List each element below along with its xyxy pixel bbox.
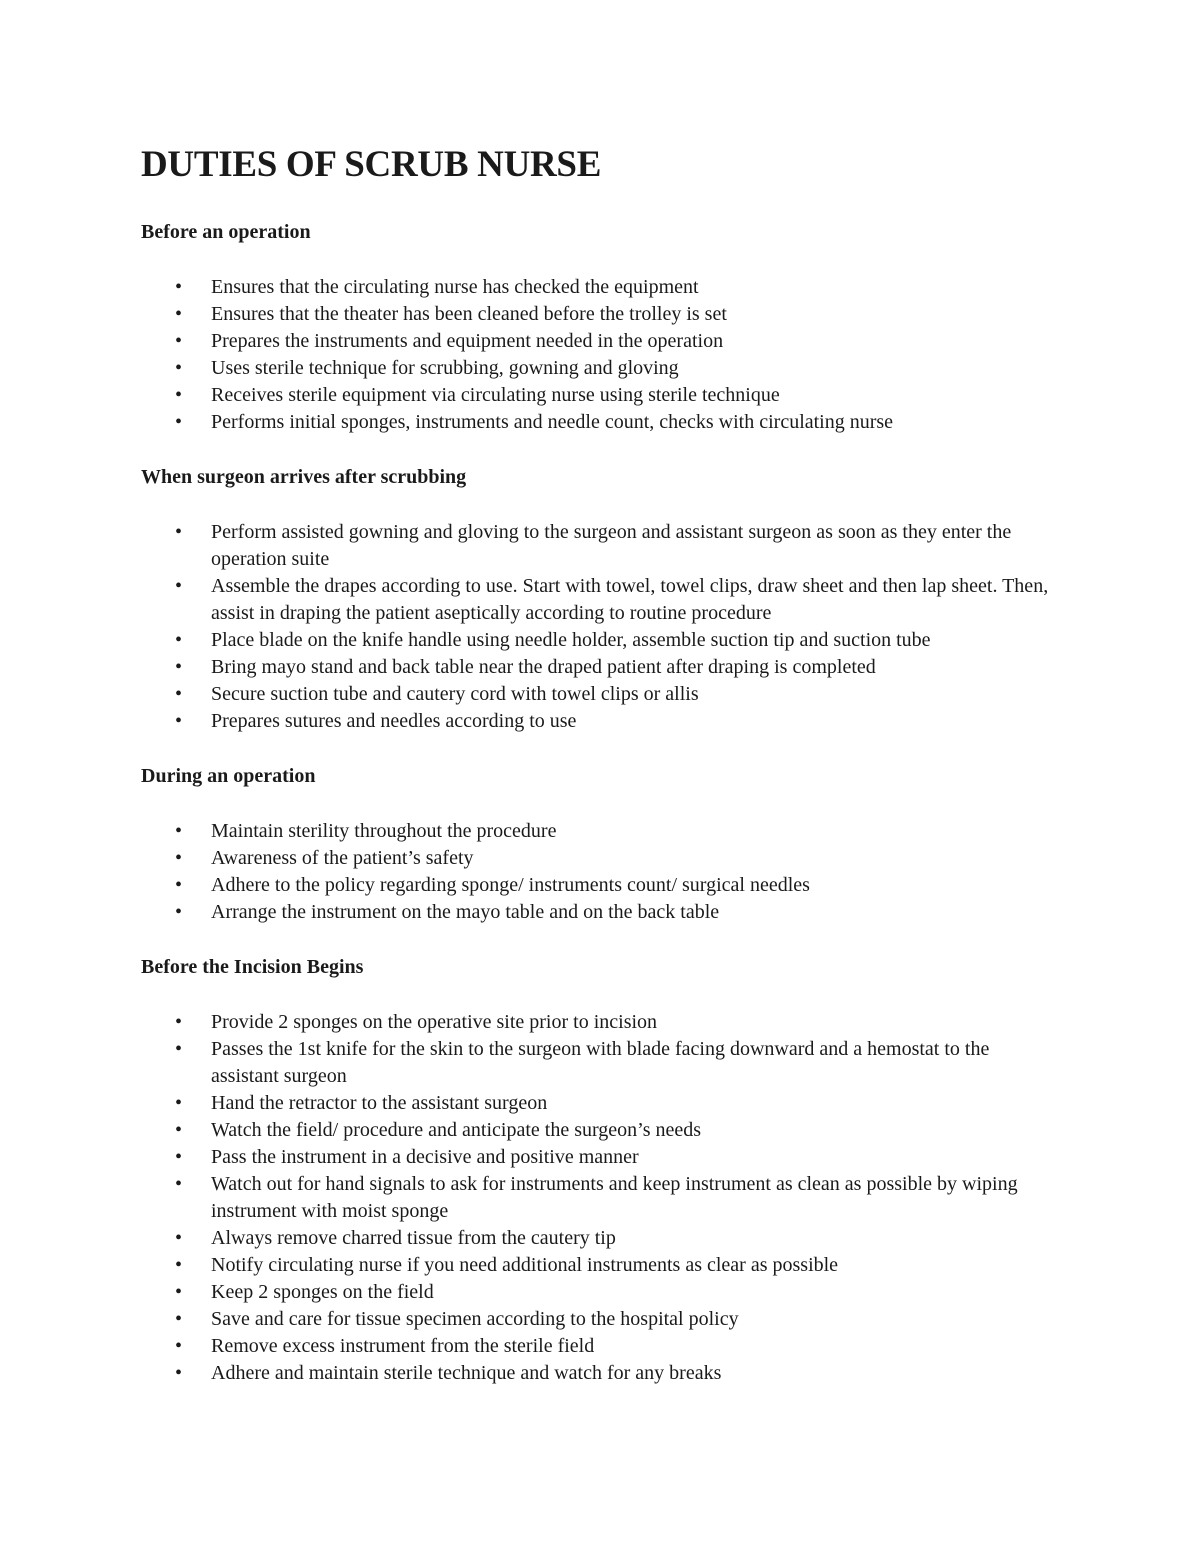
document-title: DUTIES OF SCRUB NURSE: [141, 144, 602, 185]
bullet-list: [141, 519, 1061, 735]
list-item: [141, 382, 1061, 409]
bullet-icon: •: [175, 330, 183, 352]
list-item: [141, 1306, 1061, 1333]
bullet-list: [141, 274, 1061, 436]
bullet-icon: •: [175, 820, 183, 842]
list-item-text: Adhere to the policy regarding sponge/ instruments count/ surgical needles: [211, 874, 810, 896]
bullet-icon: •: [175, 1146, 183, 1168]
section-heading: Before the Incision Begins: [141, 956, 364, 978]
list-item: [141, 301, 1061, 328]
list-item-text: Adhere and maintain sterile technique and watch for any breaks: [211, 1362, 722, 1384]
section-heading: During an operation: [141, 765, 316, 787]
list-item: [141, 818, 1061, 845]
list-item-text: Ensures that the circulating nurse has checked the equipment: [211, 276, 699, 298]
list-item: [141, 328, 1061, 355]
list-item-text: Provide 2 sponges on the operative site prior to incision: [211, 1011, 658, 1033]
list-item-text: Perform assisted gowning and gloving to the surgeon and assistant surgeon as soon as they enter the operation suite: [211, 521, 1012, 570]
section: [141, 763, 1061, 926]
bullet-icon: •: [175, 1362, 183, 1384]
list-item-text: Watch out for hand signals to ask for instruments and keep instrument as clean as possible by wiping instrument with moist sponge: [211, 1173, 1018, 1222]
bullet-icon: •: [175, 1308, 183, 1330]
list-item-text: Watch the field/ procedure and anticipate the surgeon’s needs: [211, 1119, 702, 1141]
bullet-icon: •: [175, 629, 183, 651]
bullet-icon: •: [175, 1092, 183, 1114]
list-item: [141, 708, 1061, 735]
list-item: [141, 1009, 1061, 1036]
bullet-icon: •: [175, 847, 183, 869]
list-item-text: Save and care for tissue specimen according to the hospital policy: [211, 1308, 739, 1330]
bullet-icon: •: [175, 384, 183, 406]
section-heading: Before an operation: [141, 221, 311, 243]
list-item: [141, 519, 1061, 573]
list-item: [141, 409, 1061, 436]
list-item-text: Keep 2 sponges on the field: [211, 1281, 434, 1303]
list-item: [141, 1333, 1061, 1360]
bullet-icon: •: [175, 710, 183, 732]
list-item-text: Prepares the instruments and equipment needed in the operation: [211, 330, 724, 352]
list-item-text: Awareness of the patient’s safety: [211, 847, 474, 869]
list-item: [141, 1036, 1061, 1090]
list-item: [141, 1360, 1061, 1387]
list-item: [141, 1171, 1061, 1225]
document-page: [141, 140, 1061, 1387]
document-body: [141, 219, 1061, 1387]
bullet-icon: •: [175, 1038, 183, 1060]
list-item: [141, 1117, 1061, 1144]
section: [141, 954, 1061, 1387]
list-item: [141, 1279, 1061, 1306]
bullet-icon: •: [175, 411, 183, 433]
list-item-text: Place blade on the knife handle using needle holder, assemble suction tip and suction tube: [211, 629, 931, 651]
list-item-text: Uses sterile technique for scrubbing, gowning and gloving: [211, 357, 679, 379]
section: [141, 219, 1061, 436]
list-item: [141, 845, 1061, 872]
list-item-text: Remove excess instrument from the sterile field: [211, 1335, 595, 1357]
bullet-list: [141, 1009, 1061, 1387]
list-item-text: Assemble the drapes according to use. Start with towel, towel clips, draw sheet and then lap sheet. Then, assist in draping the patient aseptically according to routine procedure: [211, 575, 1049, 624]
bullet-icon: •: [175, 1011, 183, 1033]
bullet-icon: •: [175, 683, 183, 705]
list-item-text: Notify circulating nurse if you need additional instruments as clear as possible: [211, 1254, 839, 1276]
bullet-icon: •: [175, 575, 183, 597]
list-item: [141, 627, 1061, 654]
list-item-text: Prepares sutures and needles according to use: [211, 710, 577, 732]
bullet-icon: •: [175, 1227, 183, 1249]
list-item-text: Performs initial sponges, instruments and needle count, checks with circulating nurse: [211, 411, 894, 433]
list-item-text: Always remove charred tissue from the cautery tip: [211, 1227, 616, 1249]
bullet-icon: •: [175, 521, 183, 543]
section-heading: When surgeon arrives after scrubbing: [141, 466, 467, 488]
list-item-text: Ensures that the theater has been cleaned before the trolley is set: [211, 303, 727, 325]
bullet-icon: •: [175, 276, 183, 298]
bullet-icon: •: [175, 656, 183, 678]
list-item-text: Hand the retractor to the assistant surgeon: [211, 1092, 548, 1114]
list-item-text: Arrange the instrument on the mayo table and on the back table: [211, 901, 720, 923]
bullet-icon: •: [175, 357, 183, 379]
bullet-icon: •: [175, 1173, 183, 1195]
bullet-list: [141, 818, 1061, 926]
list-item-text: Bring mayo stand and back table near the draped patient after draping is completed: [211, 656, 876, 678]
section: [141, 464, 1061, 735]
bullet-icon: •: [175, 1335, 183, 1357]
bullet-icon: •: [175, 1254, 183, 1276]
list-item: [141, 1252, 1061, 1279]
bullet-icon: •: [175, 874, 183, 896]
list-item: [141, 573, 1061, 627]
list-item: [141, 872, 1061, 899]
list-item-text: Secure suction tube and cautery cord with towel clips or allis: [211, 683, 699, 705]
list-item: [141, 1144, 1061, 1171]
bullet-icon: •: [175, 1281, 183, 1303]
list-item: [141, 355, 1061, 382]
list-item: [141, 899, 1061, 926]
list-item: [141, 654, 1061, 681]
list-item-text: Passes the 1st knife for the skin to the surgeon with blade facing downward and a hemostat to the assistant surgeon: [211, 1038, 990, 1087]
bullet-icon: •: [175, 901, 183, 923]
list-item: [141, 274, 1061, 301]
bullet-icon: •: [175, 303, 183, 325]
list-item: [141, 1090, 1061, 1117]
list-item-text: Pass the instrument in a decisive and positive manner: [211, 1146, 639, 1168]
list-item-text: Receives sterile equipment via circulating nurse using sterile technique: [211, 384, 780, 406]
list-item-text: Maintain sterility throughout the procedure: [211, 820, 557, 842]
list-item: [141, 681, 1061, 708]
bullet-icon: •: [175, 1119, 183, 1141]
list-item: [141, 1225, 1061, 1252]
